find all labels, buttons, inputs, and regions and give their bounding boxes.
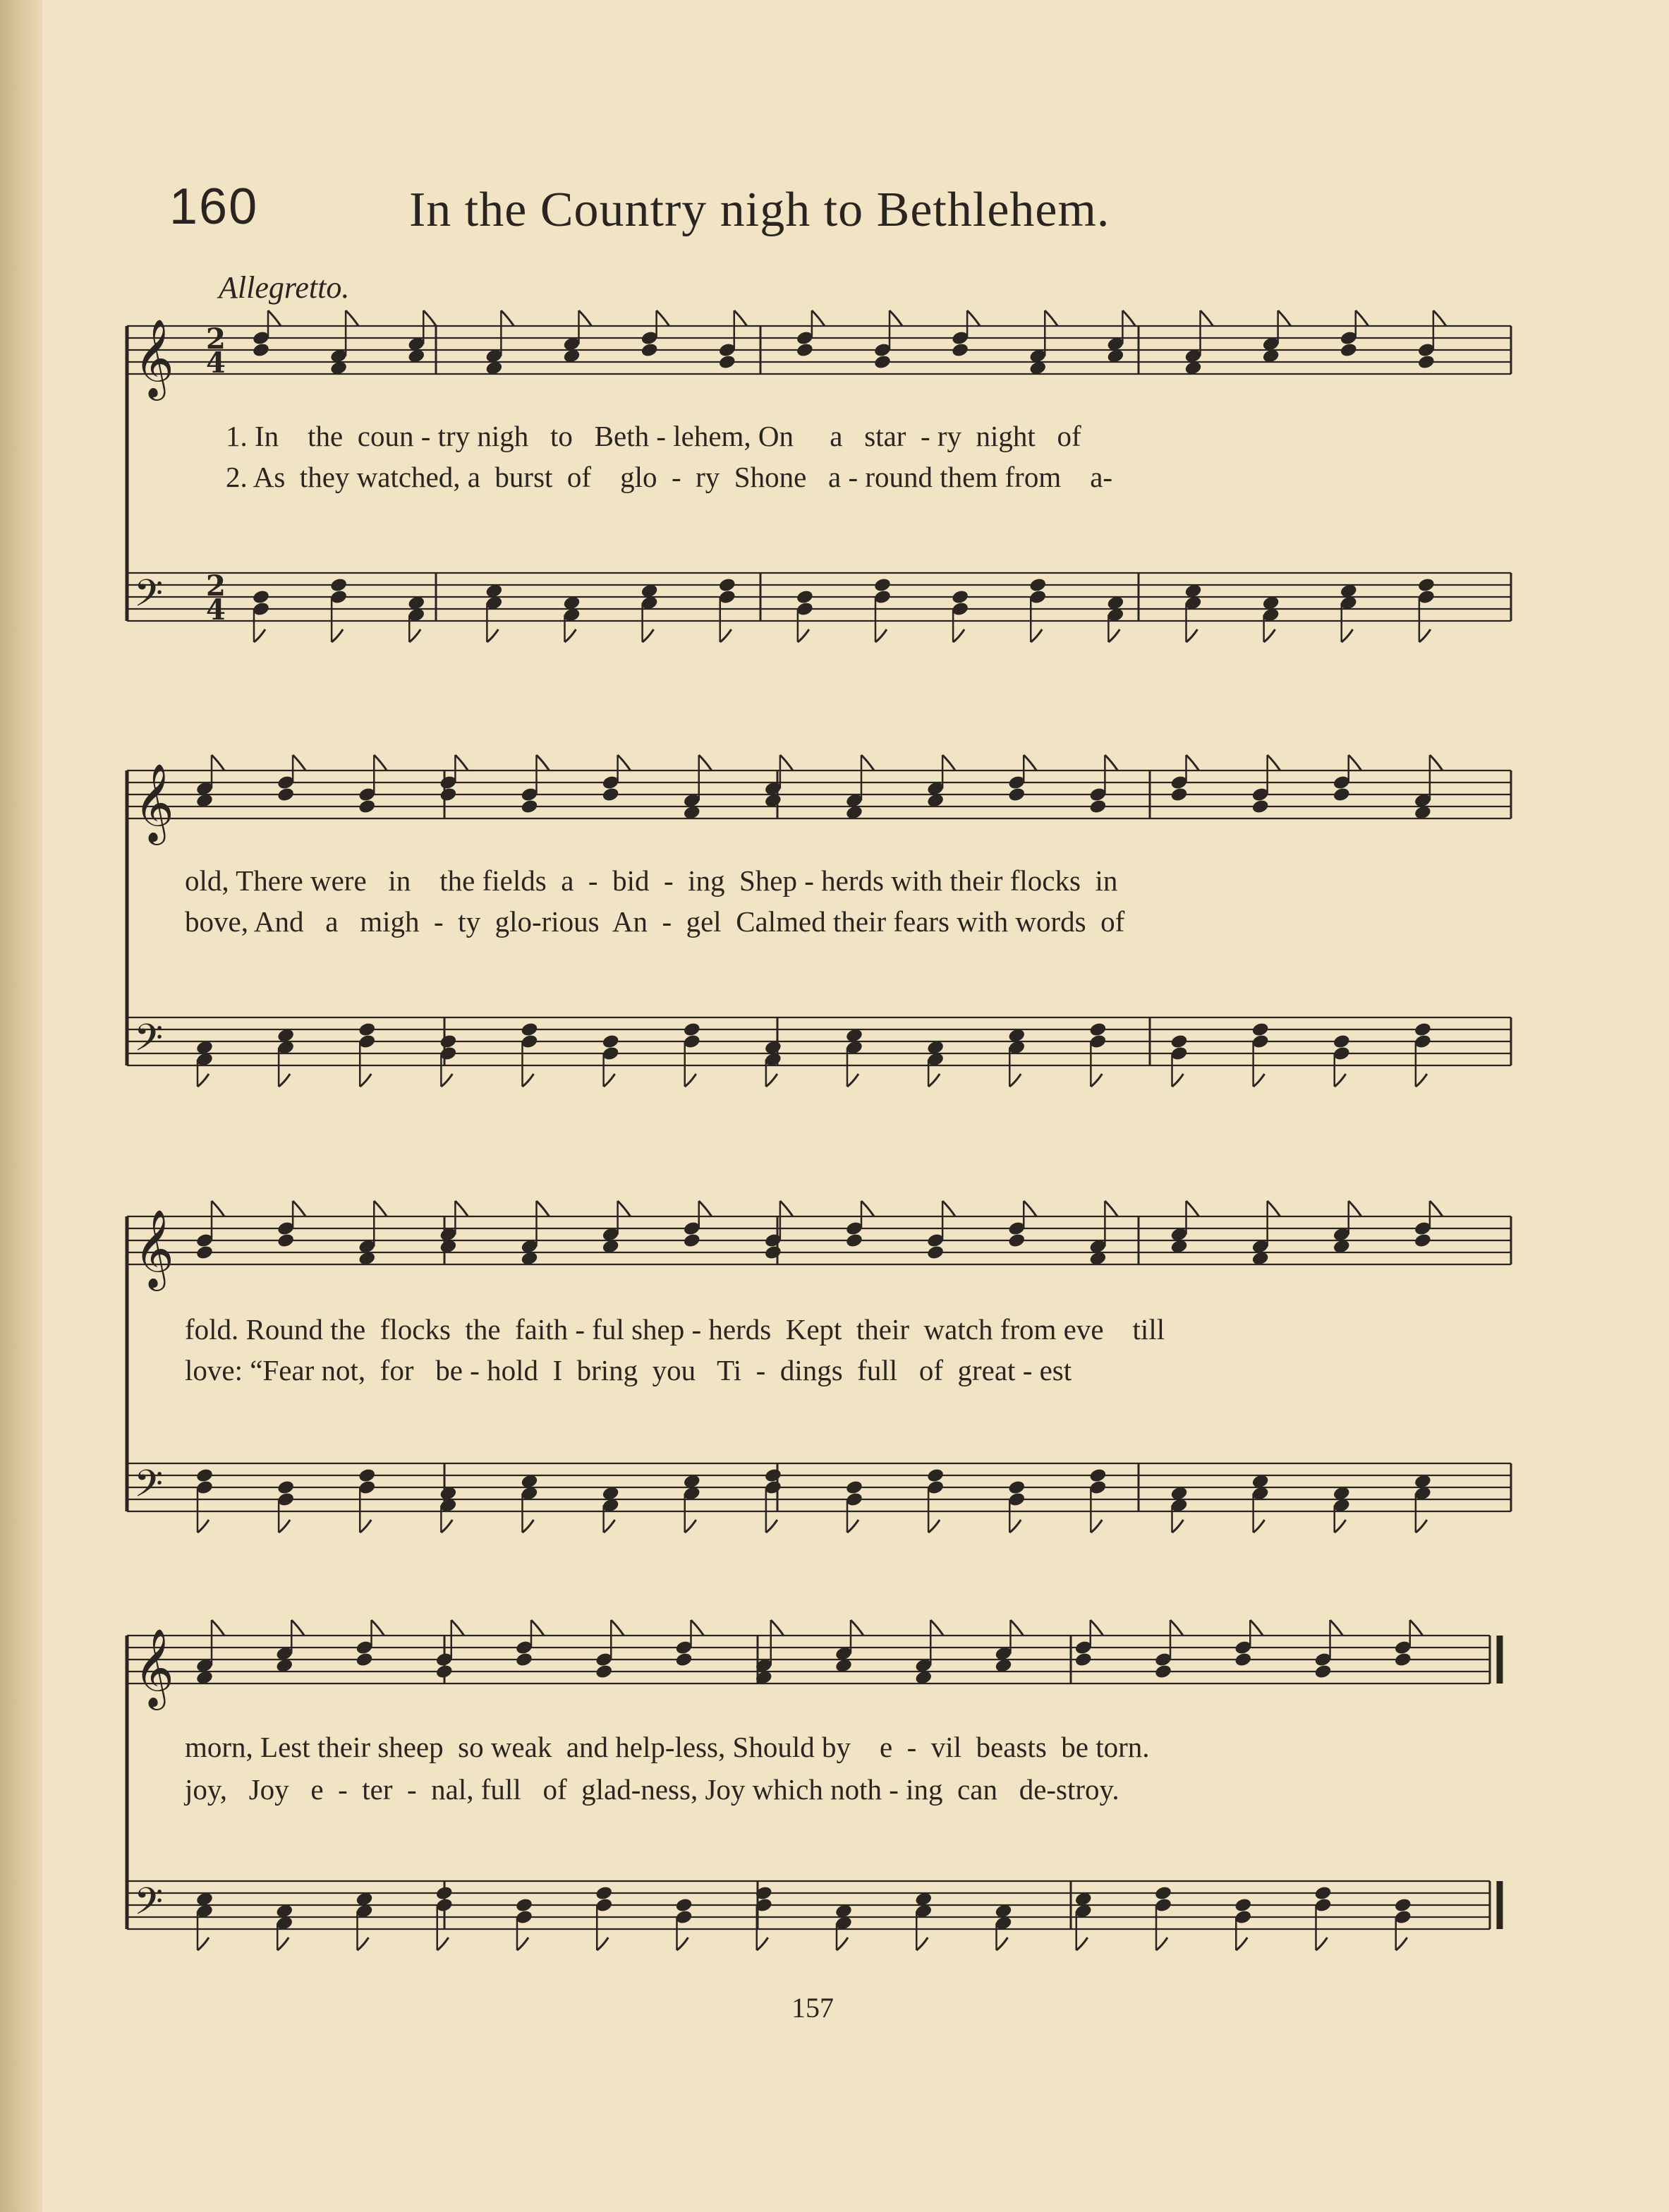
note-flag [997, 1938, 1008, 1950]
note-flag [1108, 629, 1119, 642]
note-flag [780, 1201, 793, 1216]
treble-clef-icon: 𝄞 [134, 1209, 174, 1288]
bass-clef-icon: 𝄢 [134, 1880, 164, 1933]
note-flag [423, 310, 436, 326]
note-flag [967, 310, 980, 326]
note-flag [293, 1201, 305, 1216]
notehead [1007, 787, 1026, 803]
lyric-line-1-verse-1: 1. In the coun - try nigh to Beth - lehem, On a star - ry night of [226, 420, 1081, 452]
note-flag [1031, 629, 1042, 642]
note-flag [766, 1520, 777, 1533]
time-signature-digit: 4 [206, 593, 226, 627]
note-flag [875, 629, 887, 642]
note-flag [847, 1520, 858, 1533]
notehead [718, 354, 736, 370]
time-signature-digit: 4 [206, 346, 226, 380]
note-flag [358, 1938, 369, 1950]
note-flag [685, 1074, 696, 1087]
note-flag [691, 1620, 704, 1636]
note-flag [360, 1520, 371, 1533]
note-flag [812, 310, 825, 326]
lyric-line-2-verse-1: old, There were in the fields a - bid - ing Shep - herds with their flocks in [185, 864, 1118, 897]
note-flag [212, 1201, 224, 1216]
note-flag [579, 310, 592, 326]
note-flag [734, 310, 747, 326]
note-flag [437, 1938, 449, 1950]
notehead [435, 1885, 454, 1902]
note-flag [372, 1620, 384, 1636]
note-flag [861, 755, 874, 770]
notehead [926, 1245, 945, 1261]
notehead [641, 342, 659, 358]
note-flag [916, 1938, 928, 1950]
notehead [1234, 1652, 1252, 1668]
note-flag [198, 1074, 209, 1087]
note-flag [1278, 310, 1291, 326]
lyric-line-3-verse-1: fold. Round the flocks the faith - ful shep - herds Kept their watch from eve till [185, 1313, 1165, 1346]
treble-clef-icon: 𝄞 [134, 318, 174, 397]
notehead [1007, 1233, 1026, 1249]
note-flag [1396, 1938, 1407, 1950]
note-flag [720, 629, 732, 642]
notehead [1251, 1022, 1270, 1038]
lyric-line-1-verse-2: 2. As they watched, a burst of glo - ry Shone a - round them from a- [226, 461, 1113, 493]
note-flag [1330, 1620, 1343, 1636]
note-flag [1419, 629, 1431, 642]
note-flag [455, 755, 468, 770]
note-flag [451, 1620, 464, 1636]
hymn-number: 160 [169, 179, 259, 235]
notehead [355, 1652, 373, 1668]
note-flag [930, 1620, 943, 1636]
note-flag [1105, 755, 1117, 770]
note-flag [1349, 755, 1361, 770]
notehead [1170, 1034, 1188, 1050]
note-flag [346, 310, 358, 326]
notehead [358, 1468, 376, 1484]
notehead [1414, 1233, 1432, 1249]
note-flag [537, 1201, 550, 1216]
lyric-line-4-verse-1: morn, Lest their sheep so weak and help-less, Should by e - vil beasts be torn. [185, 1731, 1150, 1763]
notehead [951, 589, 969, 605]
note-flag [1430, 755, 1443, 770]
notehead [796, 342, 814, 358]
note-flag [1122, 310, 1135, 326]
note-flag [1024, 1201, 1036, 1216]
note-flag [277, 1938, 289, 1950]
notehead [683, 1233, 701, 1249]
note-flag [1264, 629, 1275, 642]
note-flag [837, 1938, 848, 1950]
note-flag [1186, 629, 1198, 642]
time-signature-digit: 2 [206, 569, 226, 603]
lyric-line-4-verse-2: joy, Joy e - ter - nal, full of glad-ness, Joy which noth - ing can de-stroy. [185, 1773, 1119, 1806]
notehead [1333, 787, 1351, 803]
notehead [595, 1885, 613, 1902]
note-flag [254, 629, 265, 642]
note-flag [360, 1074, 371, 1087]
bass-clef-icon: 𝄢 [134, 572, 164, 624]
note-flag [1236, 1938, 1247, 1950]
note-flag [1433, 310, 1446, 326]
note-flag [780, 755, 793, 770]
note-flag [198, 1938, 209, 1950]
notehead [195, 1468, 214, 1484]
notehead [602, 787, 620, 803]
note-flag [1268, 755, 1280, 770]
note-flag [699, 755, 712, 770]
notehead [252, 589, 270, 605]
notehead [796, 589, 814, 605]
notehead [277, 1233, 295, 1249]
note-flag [1254, 1520, 1265, 1533]
note-flag [332, 629, 343, 642]
note-flag [409, 629, 420, 642]
note-flag [1170, 1620, 1183, 1636]
notehead [515, 1652, 533, 1668]
note-flag [523, 1520, 534, 1533]
note-flag [565, 629, 576, 642]
note-flag [501, 310, 514, 326]
notehead [195, 1245, 214, 1261]
notehead [674, 1897, 693, 1914]
note-flag [847, 1074, 858, 1087]
note-flag [441, 1520, 452, 1533]
note-flag [374, 755, 387, 770]
notehead [926, 1468, 945, 1484]
notehead [515, 1897, 533, 1914]
note-flag [1091, 1620, 1103, 1636]
tempo-marking: Allegretto. [219, 270, 350, 305]
note-flag [1186, 1201, 1199, 1216]
notehead [1170, 787, 1188, 803]
note-flag [953, 629, 964, 642]
notehead [1154, 1664, 1172, 1680]
note-flag [1105, 1201, 1117, 1216]
treble-clef-icon: 𝄞 [134, 763, 174, 842]
note-flag [1416, 1520, 1427, 1533]
notehead [1313, 1664, 1332, 1680]
note-flag [487, 629, 498, 642]
note-flag [1156, 1938, 1167, 1950]
notehead [439, 1034, 457, 1050]
note-flag [771, 1620, 784, 1636]
notehead [764, 1245, 782, 1261]
note-flag [1335, 1074, 1346, 1087]
notehead [1394, 1897, 1412, 1914]
note-flag [1172, 1520, 1184, 1533]
note-flag [537, 755, 550, 770]
notehead [277, 1480, 295, 1496]
lyric-line-3-verse-2: love: “Fear not, for be - hold I bring you Ti - dings full of great - est [185, 1354, 1072, 1386]
notehead [1417, 354, 1436, 370]
hymn-title: In the Country nigh to Bethlehem. [409, 183, 1110, 237]
note-flag [1091, 1520, 1102, 1533]
notehead [520, 799, 538, 815]
note-flag [1349, 1201, 1361, 1216]
note-flag [1009, 1074, 1021, 1087]
note-flag [928, 1074, 940, 1087]
notehead [718, 577, 736, 593]
note-flag [279, 1074, 290, 1087]
note-flag [798, 629, 809, 642]
notehead [764, 1468, 782, 1484]
note-flag [1342, 629, 1353, 642]
note-flag [531, 1620, 544, 1636]
treble-clef-icon: 𝄞 [134, 1628, 174, 1707]
note-flag [268, 310, 281, 326]
note-flag [677, 1938, 688, 1950]
time-signature-digit: 2 [206, 322, 226, 356]
notehead [602, 1034, 620, 1050]
note-flag [198, 1520, 209, 1533]
notehead [277, 787, 295, 803]
notehead [1313, 1885, 1332, 1902]
notehead [439, 787, 457, 803]
note-flag [455, 1201, 468, 1216]
note-flag [1250, 1620, 1263, 1636]
note-flag [757, 1938, 768, 1950]
notehead [845, 1233, 863, 1249]
notehead [1251, 799, 1270, 815]
note-flag [942, 1201, 955, 1216]
note-flag [212, 755, 224, 770]
notehead [674, 1652, 693, 1668]
notehead [520, 1022, 538, 1038]
note-flag [618, 755, 631, 770]
notehead [1234, 1897, 1252, 1914]
bass-clef-icon: 𝄢 [134, 1463, 164, 1515]
notehead [1340, 342, 1358, 358]
notehead [873, 354, 892, 370]
note-flag [597, 1938, 608, 1950]
note-flag [279, 1520, 290, 1533]
note-flag [517, 1938, 528, 1950]
notehead [1088, 1022, 1107, 1038]
notehead [1074, 1652, 1093, 1668]
note-flag [766, 1074, 777, 1087]
note-flag [1024, 755, 1036, 770]
note-flag [1009, 1520, 1021, 1533]
note-flag [1356, 310, 1368, 326]
notehead [1088, 799, 1107, 815]
notehead [1417, 577, 1436, 593]
notehead [1154, 1885, 1172, 1902]
note-flag [1076, 1938, 1088, 1950]
lyric-line-2-verse-2: bove, And a migh - ty glo-rious An - gel Calmed their fears with words of [185, 905, 1125, 938]
notehead [358, 1022, 376, 1038]
note-flag [293, 755, 305, 770]
note-flag [1268, 1201, 1280, 1216]
notehead [435, 1664, 454, 1680]
notehead [252, 342, 270, 358]
note-flag [1416, 1074, 1427, 1087]
note-flag [1430, 1201, 1443, 1216]
notehead [1088, 1468, 1107, 1484]
note-flag [611, 1620, 624, 1636]
page-number: 157 [791, 1992, 834, 2024]
notehead [951, 342, 969, 358]
note-flag [604, 1520, 615, 1533]
note-flag [1091, 1074, 1102, 1087]
note-flag [441, 1074, 452, 1087]
note-flag [374, 1201, 387, 1216]
notehead [358, 799, 376, 815]
note-flag [1186, 755, 1199, 770]
note-flag [928, 1520, 940, 1533]
note-flag [604, 1074, 615, 1087]
note-flag [861, 1201, 874, 1216]
bass-clef-icon: 𝄢 [134, 1017, 164, 1069]
note-flag [1045, 310, 1057, 326]
notehead [1333, 1034, 1351, 1050]
note-flag [851, 1620, 863, 1636]
note-flag [523, 1074, 534, 1087]
notehead [595, 1664, 613, 1680]
note-flag [1410, 1620, 1423, 1636]
note-flag [1011, 1620, 1024, 1636]
note-flag [890, 310, 902, 326]
notehead [1394, 1652, 1412, 1668]
note-flag [643, 629, 654, 642]
note-flag [685, 1520, 696, 1533]
note-flag [1172, 1074, 1184, 1087]
notehead [873, 577, 892, 593]
note-flag [212, 1620, 224, 1636]
note-flag [618, 1201, 631, 1216]
note-flag [1335, 1520, 1346, 1533]
note-flag [657, 310, 669, 326]
note-flag [942, 755, 955, 770]
notehead [1028, 577, 1047, 593]
notehead [329, 577, 348, 593]
notehead [1414, 1022, 1432, 1038]
note-flag [291, 1620, 304, 1636]
note-flag [1316, 1938, 1328, 1950]
notehead [845, 1480, 863, 1496]
note-flag [699, 1201, 712, 1216]
notehead [1007, 1480, 1026, 1496]
notehead [683, 1022, 701, 1038]
note-flag [1201, 310, 1213, 326]
note-flag [1254, 1074, 1265, 1087]
